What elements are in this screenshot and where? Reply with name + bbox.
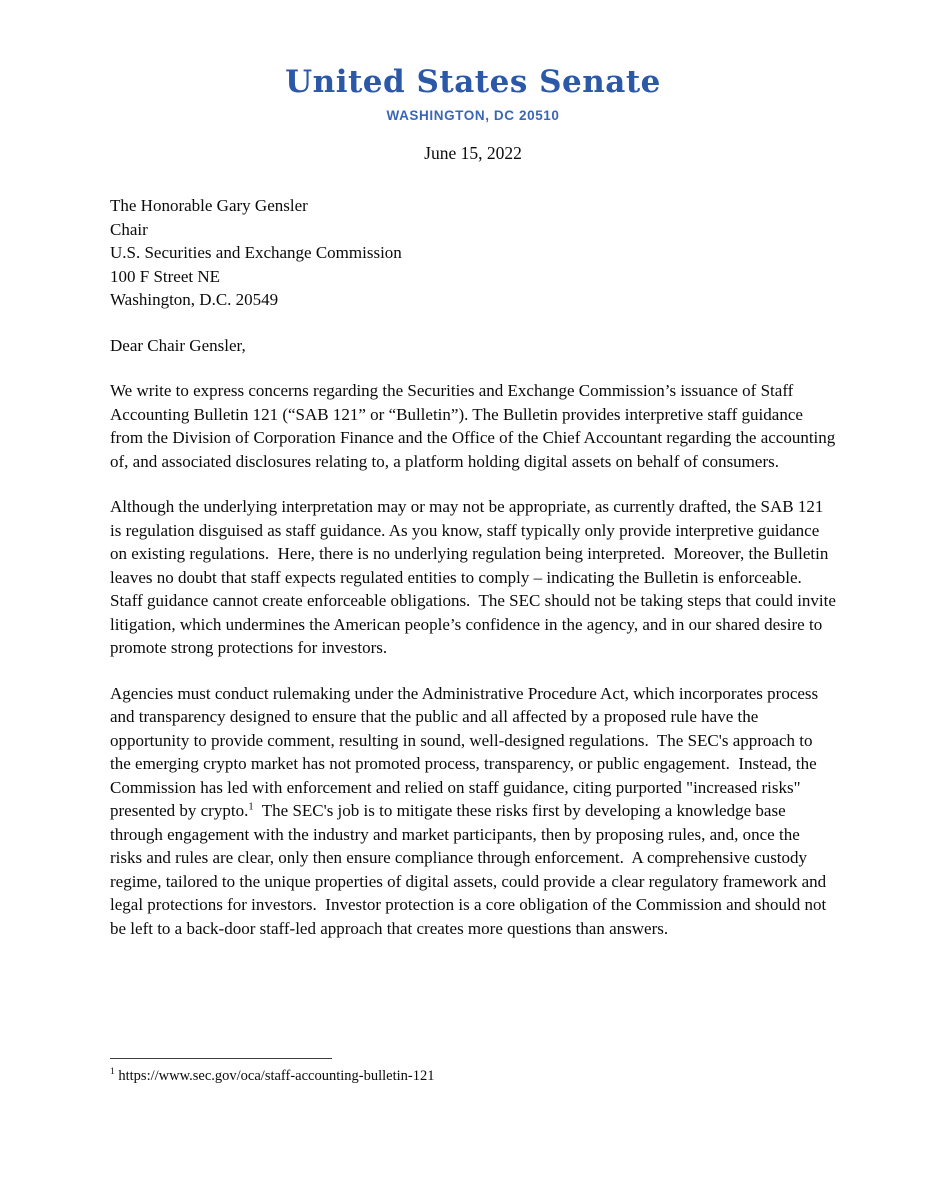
- footnote-reference-marker: 1: [248, 801, 254, 813]
- paragraph-3-text-before-footnote: Agencies must conduct rulemaking under the Administrative Procedure Act, which incorporates process and transparency designed to ensure that the public and all affected by a proposed rule have the opportunity to provide comment, resulting in sound, well-designed regulations. The SEC's approach to the emerging crypto market has not promoted process, transparency, or public engagement. Instead, the Commission has led with enforcement and relied on staff guidance, citing purported "increased risks" presented by crypto.: [110, 683, 823, 820]
- letter-body: [110, 334, 841, 941]
- body-paragraph-2: Although the underlying interpretation may or may not be appropriate, as currently drafted, the SAB 121 is regulation disguised as staff guidance. As you know, staff typically only provide interpretive guidance on existing regulations. Here, there is no underlying regulation being interpreted. Moreover, the Bulletin leaves no doubt that staff expects regulated entities to comply – indicating the Bulletin is enforceable. Staff guidance cannot create enforceable obligations. The SEC should not be taking steps that could invite litigation, which undermines the American people’s confidence in the agency, and in our shared desire to promote strong protections for investors.: [110, 497, 841, 657]
- body-paragraph-3: [110, 682, 836, 941]
- footnote-separator-rule: [110, 1058, 332, 1059]
- recipient-city: Washington, D.C. 20549: [110, 290, 279, 309]
- paragraph-3-text-after-footnote: The SEC's job is to mitigate these risks first by developing a knowledge base through engagement with the industry and market participants, then by proposing rules, and, once the risks and rules are clear, only then ensure compliance through enforcement. A comprehensive custody regime, tailored to the unique properties of digital assets, could provide a clear regulatory framework and legal protections for investors. Investor protection is a core obligation of the Commission and should not be left to a back-door staff-led approach that creates more questions than answers.: [110, 801, 831, 938]
- senate-letterhead: [110, 0, 836, 123]
- letterhead-title: United States Senate: [285, 64, 661, 100]
- salutation: Dear Chair Gensler,: [110, 335, 246, 355]
- recipient-street: 100 F Street NE: [110, 266, 221, 286]
- footnote: [110, 1068, 836, 1085]
- footnote-marker: 1: [110, 1067, 115, 1078]
- recipient-name: The Honorable Gary Gensler: [110, 196, 308, 215]
- letter-date: June 15, 2022: [424, 143, 522, 163]
- recipient-title: Chair: [110, 219, 148, 239]
- footnote-url: https://www.sec.gov/oca/staff-accounting-bulletin-121: [114, 1068, 435, 1084]
- footnote-area: [110, 1058, 836, 1085]
- recipient-organization: U.S. Securities and Exchange Commission: [110, 243, 402, 262]
- letterhead-address: WASHINGTON, DC 20510: [386, 108, 560, 123]
- body-paragraph-1: We write to express concerns regarding the Securities and Exchange Commission’s issuance of Staff Accounting Bulletin 121 (“SAB 121” or “Bulletin”). The Bulletin provides interpretive staff guidance from the Division of Corporation Finance and the Office of the Chief Accountant regarding the accounting of, and associated disclosures relating to, a platform holding digital assets on behalf of consumers.: [110, 381, 840, 471]
- recipient-address-block: [110, 194, 836, 312]
